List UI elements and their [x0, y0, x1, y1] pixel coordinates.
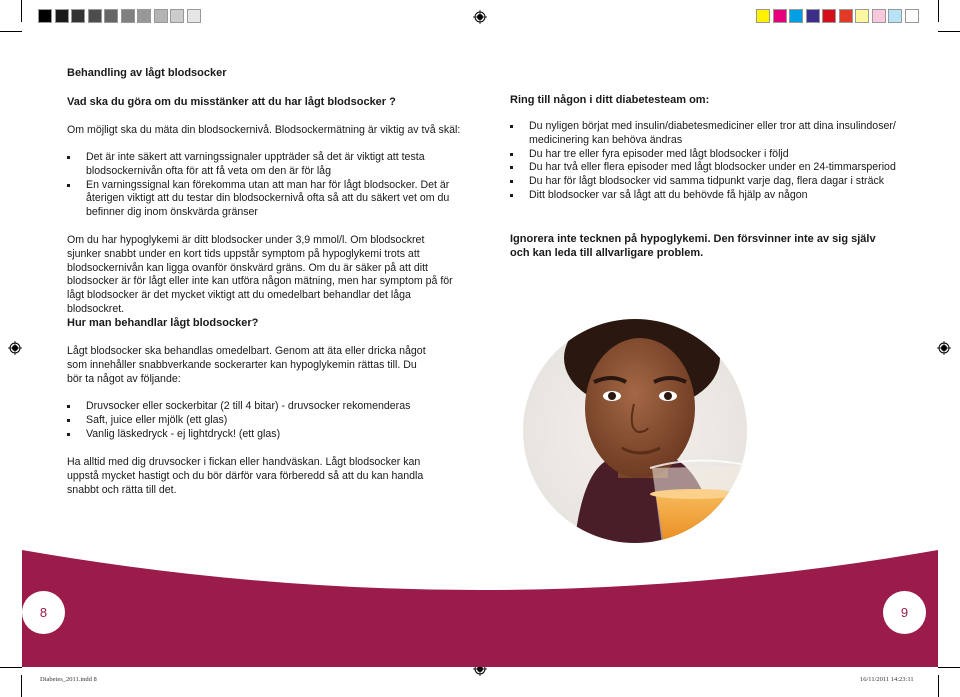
hypoglycemia-paragraph: Om du har hypoglykemi är ditt blodsocker under 3,9 mmol/l. Om blodsockret sjunker snabbt under en kort tids uppstår symptom på hypoglykemi trots att blodsockernivån kan ligga ovanför önskvärd gräns. Om du är säker på att ditt blodsocker är för lågt eller inte kan utföra någon mätning, men har symptom på för lågt blodsocker är det mycket viktigt att du omedelbart behandlar det låga blodsockret. — [67, 234, 453, 315]
color-swatch — [55, 9, 69, 23]
list-item: Det är inte säkert att varningssignaler uppträder så det är viktigt att testa blodsockernivån ofta för att få veta om den är för låg — [67, 151, 457, 179]
color-swatch — [905, 9, 919, 23]
list-item: Du nyligen börjat med insulin/diabetesmediciner eller tror att dina insulindoser/ medicinering kan behöva ändras — [510, 120, 905, 148]
crop-mark — [938, 31, 960, 32]
registration-mark-icon — [937, 341, 951, 355]
color-swatch — [789, 9, 803, 23]
treat-paragraph: Lågt blodsocker ska behandlas omedelbart. Genom att äta eller dricka något som innehåller snabbverkande sockerarter kan hypoglykemin rättas till. Du bör ta något av följande: — [67, 345, 426, 385]
bottom-band — [0, 500, 960, 697]
crop-mark — [0, 31, 22, 32]
heading-suspect: Vad ska du göra om du misstänker att du har lågt blodsocker ? — [67, 96, 396, 108]
color-swatch — [121, 9, 135, 23]
list-item: Vanlig läskedryck - ej lightdryck! (ett glas) — [67, 428, 457, 442]
crop-mark — [21, 0, 22, 22]
heading-call-team: Ring till någon i ditt diabetesteam om: — [510, 94, 710, 106]
carry-paragraph: Ha alltid med dig druvsocker i fickan eller handväskan. Lågt blodsocker kan uppstå mycket hastigt och du bör därför vara förberedd så att du kan handla snabbt och rätta till det. — [67, 456, 424, 496]
color-swatch — [839, 9, 853, 23]
warning-text: Ignorera inte tecknen på hypoglykemi. Den försvinner inte av sig själv och kan leda till allvarligare problem. — [510, 233, 876, 259]
heading-treatment: Behandling av lågt blodsocker — [67, 67, 227, 79]
list-item: Du har för lågt blodsocker vid samma tidpunkt varje dag, flera dagar i sträck — [510, 175, 905, 189]
color-swatch — [187, 9, 201, 23]
list-item: En varningssignal kan förekomma utan att man har för lågt blodsocker. Det är återigen viktigt att du testar din blodsockernivå ofta så att du säkert vet om du befinner dig inom önskvärda gränser — [67, 179, 457, 220]
color-swatch — [154, 9, 168, 23]
intro-text: Om möjligt ska du mäta din blodsockernivå. Blodsockermätning är viktig av två skäl: — [67, 124, 461, 136]
color-swatch — [822, 9, 836, 23]
crop-mark — [938, 0, 939, 22]
list-item: Du har två eller flera episoder med lågt blodsocker under en 24-timmarsperiod — [510, 161, 905, 175]
registration-mark-icon — [8, 341, 22, 355]
color-swatch — [170, 9, 184, 23]
color-swatch — [104, 9, 118, 23]
list-item: Du har tre eller fyra episoder med lågt blodsocker i följd — [510, 148, 905, 162]
color-swatch — [888, 9, 902, 23]
call-reasons-list — [510, 120, 905, 203]
color-swatch — [71, 9, 85, 23]
registration-mark-icon — [473, 10, 487, 24]
woman-drinking-juice-photo — [522, 318, 748, 544]
color-swatch — [773, 9, 787, 23]
color-swatch — [806, 9, 820, 23]
page-number-left: 8 — [22, 591, 65, 634]
color-swatch — [872, 9, 886, 23]
list-item: Druvsocker eller sockerbitar (2 till 4 bitar) - druvsocker rekomenderas — [67, 400, 457, 414]
color-swatch — [137, 9, 151, 23]
color-swatch — [756, 9, 770, 23]
reasons-list — [67, 151, 457, 220]
list-item: Ditt blodsocker var så lågt att du behövde få hjälp av någon — [510, 189, 905, 203]
colorbar-left — [38, 9, 203, 23]
page-number-right: 9 — [883, 591, 926, 634]
list-item: Saft, juice eller mjölk (ett glas) — [67, 414, 457, 428]
slug-date: 16/11/2011 14:23:11 — [860, 676, 914, 683]
heading-how-to-treat: Hur man behandlar lågt blodsocker? — [67, 317, 259, 329]
color-swatch — [88, 9, 102, 23]
color-swatch — [855, 9, 869, 23]
slug-file: Diabetes_2011.indd 8 — [40, 676, 97, 683]
color-swatch — [38, 9, 52, 23]
colorbar-right — [756, 9, 921, 23]
options-list — [67, 400, 457, 441]
